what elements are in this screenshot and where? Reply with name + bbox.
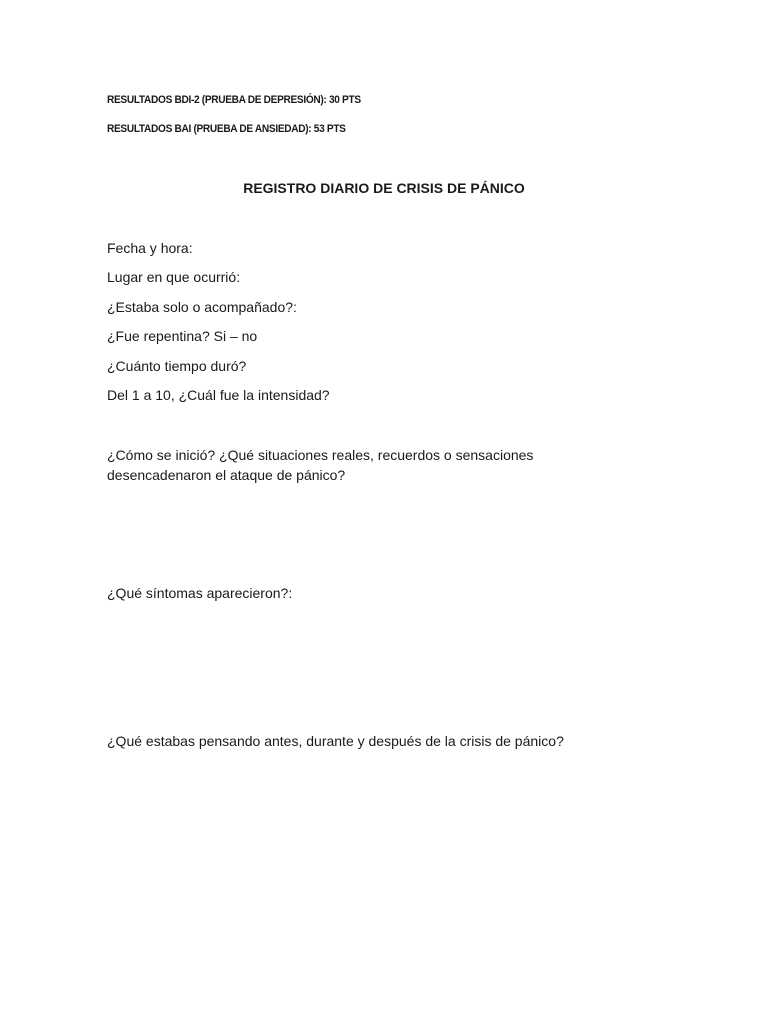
field-date-time: Fecha y hora:	[107, 240, 193, 256]
field-place: Lugar en que ocurrió:	[107, 269, 241, 285]
bai-result: RESULTADOS BAI (PRUEBA DE ANSIEDAD): 53 PTS	[107, 123, 346, 135]
page-title: REGISTRO DIARIO DE CRISIS DE PÁNICO	[243, 180, 525, 196]
field-alone: ¿Estaba solo o acompañado?:	[107, 299, 297, 315]
question-trigger: ¿Cómo se inició? ¿Qué situaciones reales, recuerdos o sensaciones desencadenaron el ataque de pánico?	[107, 447, 534, 483]
field-sudden: ¿Fue repentina? Si – no	[107, 328, 258, 344]
field-intensity: Del 1 a 10, ¿Cuál fue la intensidad?	[107, 387, 330, 403]
question-symptoms: ¿Qué síntomas aparecieron?:	[107, 585, 293, 601]
bdi-result: RESULTADOS BDI-2 (PRUEBA DE DEPRESIÓN): 30 PTS	[107, 94, 361, 106]
question-thoughts: ¿Qué estabas pensando antes, durante y después de la crisis de pánico?	[107, 733, 564, 749]
field-duration: ¿Cuánto tiempo duró?	[107, 358, 247, 374]
